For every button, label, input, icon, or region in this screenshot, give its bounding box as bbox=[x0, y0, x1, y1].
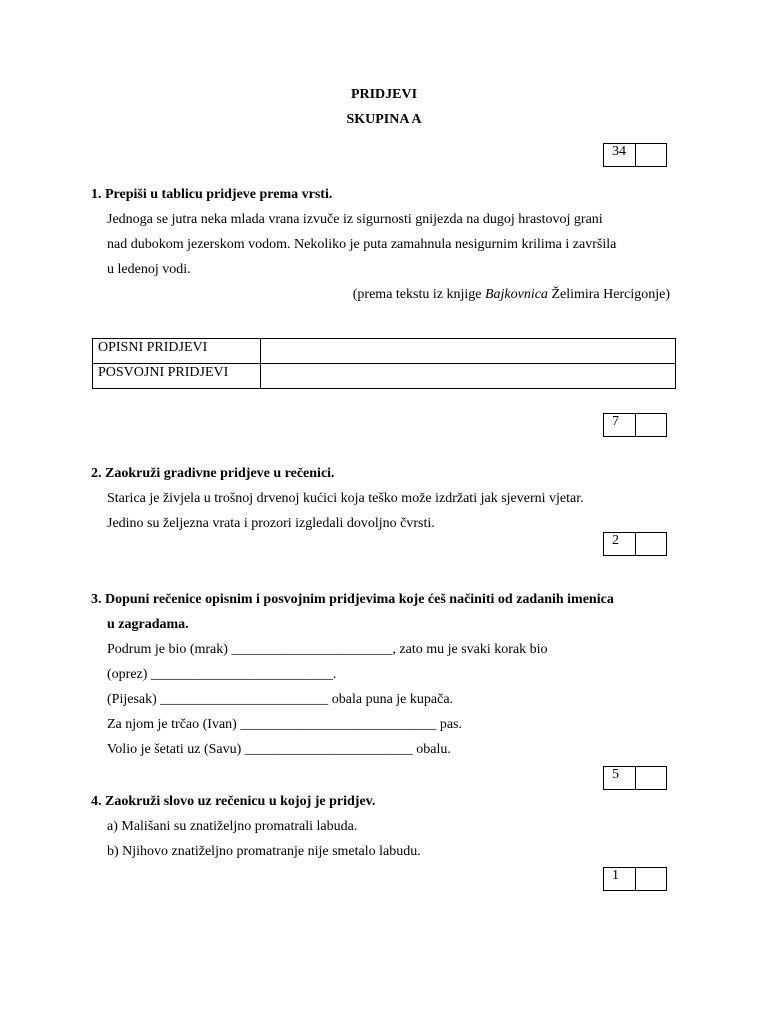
task3-score-field[interactable] bbox=[636, 767, 666, 789]
total-score-box[interactable] bbox=[603, 143, 667, 167]
table-row bbox=[93, 364, 676, 389]
task3-score-box[interactable] bbox=[603, 766, 667, 790]
task4-option-b[interactable]: b) Njihovo znatiželjno promatranje nije smetalo labudu. bbox=[107, 844, 421, 859]
table-row bbox=[93, 339, 676, 364]
total-score-field[interactable] bbox=[636, 144, 666, 166]
task3-sentence[interactable]: Za njom je trčao (Ivan) ____________________________ pas. bbox=[107, 717, 462, 732]
task3-sentence[interactable]: (oprez) __________________________. bbox=[107, 667, 337, 682]
descriptive-adjectives-answer-cell[interactable] bbox=[261, 339, 676, 364]
task4-option-a[interactable]: a) Mališani su znatiželjno promatrali labuda. bbox=[107, 819, 358, 834]
task2-text-line: Jedino su željezna vrata i prozori izgledali dovoljno čvrsti. bbox=[107, 516, 435, 531]
task3-points: 5 bbox=[604, 767, 636, 789]
task3-sentence[interactable]: (Pijesak) ________________________ obala puna je kupača. bbox=[107, 692, 454, 707]
row-label-descriptive: OPISNI PRIDJEVI bbox=[93, 339, 261, 364]
total-points: 34 bbox=[604, 144, 636, 166]
possessive-adjectives-answer-cell[interactable] bbox=[261, 364, 676, 389]
source-book-title: Bajkovnica bbox=[484, 287, 548, 302]
task1-text-line: u ledenoj vodi. bbox=[107, 262, 191, 277]
task3-sentence[interactable]: Volio je šetati uz (Savu) ________________________ obalu. bbox=[107, 742, 451, 757]
row-label-possessive: POSVOJNI PRIDJEVI bbox=[93, 364, 261, 389]
task3-instruction: 3. Dopuni rečenice opisnim i posvojnim pridjevima koje ćeš načiniti od zadanih imenica bbox=[91, 592, 614, 607]
page-subtitle: SKUPINA A bbox=[346, 112, 422, 127]
task3-instruction-cont: u zagradama. bbox=[107, 617, 189, 632]
task4-score-field[interactable] bbox=[636, 868, 666, 890]
task4-instruction: 4. Zaokruži slovo uz rečenicu u kojoj je pridjev. bbox=[91, 794, 376, 809]
task1-source bbox=[353, 286, 670, 303]
task2-instruction: 2. Zaokruži gradivne pridjeve u rečenici. bbox=[91, 466, 335, 481]
task4-points: 1 bbox=[604, 868, 636, 890]
task2-text-line: Starica je živjela u trošnoj drvenoj kućici koja teško može izdržati jak sjeverni vjetar. bbox=[107, 491, 584, 506]
task2-points: 2 bbox=[604, 533, 636, 555]
task3-sentence[interactable]: Podrum je bio (mrak) _______________________, zato mu je svaki korak bio bbox=[107, 642, 548, 657]
task1-points: 7 bbox=[604, 414, 636, 436]
task4-score-box[interactable] bbox=[603, 867, 667, 891]
source-suffix: Želimira Hercigonje) bbox=[547, 287, 670, 302]
task2-score-box[interactable] bbox=[603, 532, 667, 556]
task1-text-line: nad dubokom jezerskom vodom. Nekoliko je puta zamahnula nesigurnim krilima i završila bbox=[107, 237, 617, 252]
task1-score-field[interactable] bbox=[636, 414, 666, 436]
task1-score-box[interactable] bbox=[603, 413, 667, 437]
source-prefix: (prema tekstu iz knjige bbox=[352, 287, 485, 302]
task2-score-field[interactable] bbox=[636, 533, 666, 555]
task1-text-line: Jednoga se jutra neka mlada vrana izvuče iz sigurnosti gnijezda na dugoj hrastovoj grani bbox=[107, 212, 603, 227]
task1-instruction: 1. Prepiši u tablicu pridjeve prema vrsti. bbox=[91, 187, 333, 202]
adjective-table bbox=[92, 338, 676, 389]
page-title: PRIDJEVI bbox=[350, 87, 418, 102]
